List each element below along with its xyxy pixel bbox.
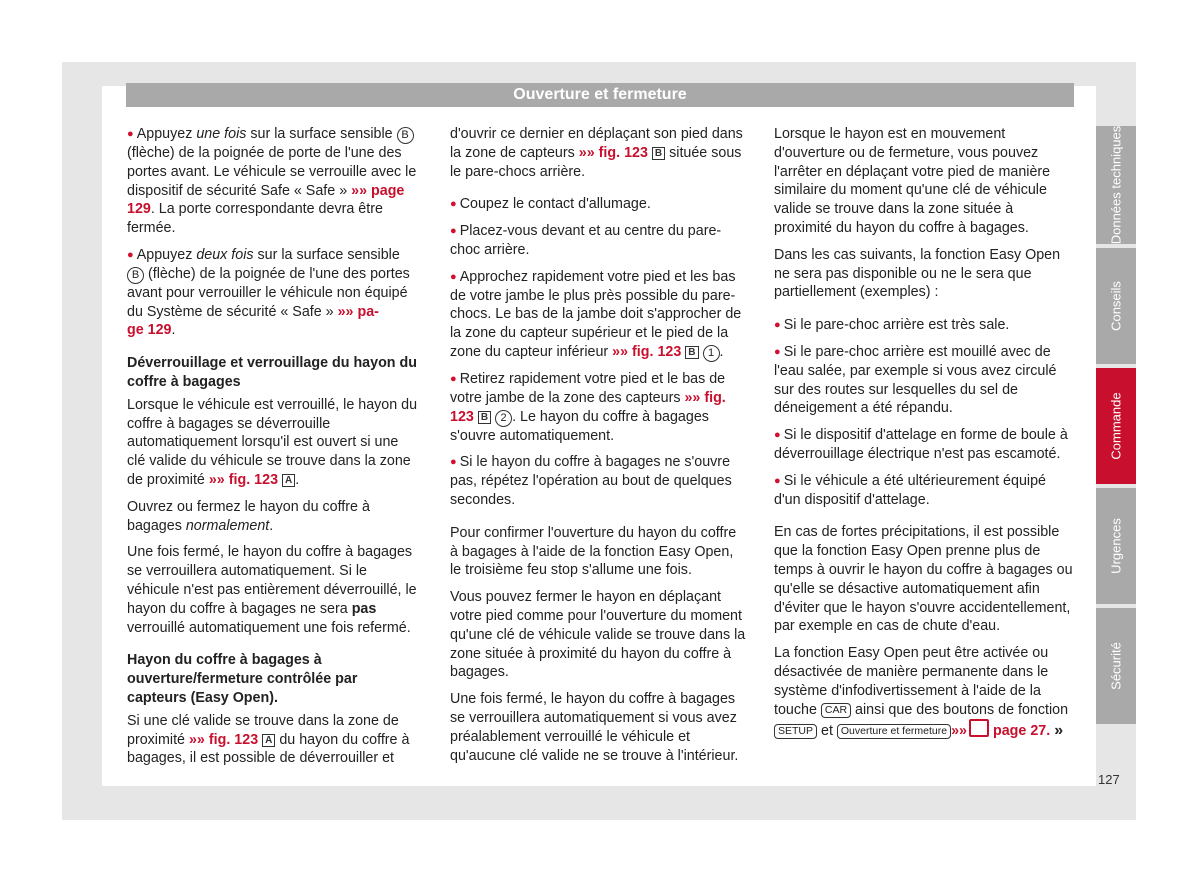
paragraph: Une fois fermé, le hayon du coffre à bagages se verrouillera automatiquement. Si le véhicule n'est pas entièrement déverrouillé, le hayon du coffre à bagages ne sera pas verrouillé automatiquement une fois refermé.	[127, 544, 417, 636]
paragraph: En cas de fortes précipitations, il est possible que la fonction Easy Open prenne plus de temps à ouvrir le hayon du coffre à bagages ou qu'elle se désactive automatiquement afin d'éviter que le hayon s'ouvre accidentellement, par exemple en cas de chute d'eau.	[774, 524, 1073, 635]
bullet: ● Retirez rapidement votre pied et le bas de votre jambe de la zone des capteurs »» fig. 123 B 2 . Le hayon du coffre à bagages s'ouvre automatiquement.	[450, 370, 748, 445]
paragraph: La fonction Easy Open peut être activée ou désactivée de manière permanente dans le système d'infodivertissement à l'aide de la touche CAR ainsi que des boutons de fonction SETUP et Ouverture et fermeture »» page 27. »	[774, 645, 1069, 740]
paragraph: Vous pouvez fermer le hayon en déplaçant votre pied comme pour l'ouverture du moment qu'une clé de véhicule valide se trouve dans la zone située à proximité du hayon du coffre à bagages.	[450, 589, 746, 681]
fig-link[interactable]: »» fig. 123	[578, 144, 648, 161]
ouverture-key: Ouverture et fermeture	[837, 724, 951, 739]
tab-donnees-techniques[interactable]: Données techniques	[1096, 126, 1136, 244]
paragraph: Si une clé valide se trouve dans la zone de proximité »» fig. 123 A du hayon du coffre à bagages, il est possible de déverrouiller et	[127, 712, 410, 767]
bullet: ● Coupez le contact d'allumage.	[450, 195, 748, 214]
bullet-single-press: ● Appuyez une fois sur la surface sensible B (flèche) de la poignée de porte de l'une des portes avant. Le véhicule se verrouille avec le dispositif de sécurité Safe « Safe » »» page 129. La porte correspondante devra être fermée.	[127, 125, 419, 238]
page-link[interactable]: »» pa- ge 129	[127, 303, 379, 339]
page-number: 127	[1098, 772, 1120, 787]
continue-arrow: »	[1054, 722, 1064, 740]
label-b: B	[685, 346, 698, 359]
paragraph: Lorsque le véhicule est verrouillé, le hayon du coffre à bagages se déverrouille automatiquement lorsqu'il est ouvert si une clé valide du véhicule se trouve dans la zone de proximité »» fig. 123 A .	[127, 396, 418, 488]
book-icon	[969, 719, 989, 737]
fig-link[interactable]: »» fig. 123	[188, 731, 259, 748]
paragraph: Lorsque le hayon est en mouvement d'ouverture ou de fermeture, vous pouvez l'arrêter en déplaçant votre pied de manière similaire du moment qu'une clé de véhicule valide se trouve dans la zone située à proximité du hayon du coffre à bagages.	[774, 126, 1051, 236]
callout-b: B	[127, 267, 144, 284]
page-link[interactable]: »» page 129	[127, 182, 405, 218]
bullet: ● Si le pare-choc arrière est très sale.	[774, 316, 1074, 335]
section-heading-easy-open: Hayon du coffre à bagages à ouverture/fermeture contrôlée par capteurs (Easy Open).	[127, 652, 358, 706]
column-3	[774, 125, 1074, 749]
page-link[interactable]: »» page 27.	[951, 723, 1050, 739]
paragraph: Ouvrez ou fermez le hayon du coffre à bagages normalement.	[127, 498, 370, 534]
callout-1: 1	[703, 345, 720, 362]
setup-key: SETUP	[774, 724, 817, 739]
label-b: B	[478, 411, 491, 424]
car-key: CAR	[821, 703, 851, 718]
paragraph: Pour confirmer l'ouverture du hayon du coffre à bagages à l'aide de la fonction Easy Open, le troisième feu stop s'allume une fois.	[450, 524, 737, 579]
section-heading-unlock: Déverrouillage et verrouillage du hayon du coffre à bagages	[127, 355, 417, 390]
label-a: A	[262, 734, 275, 747]
fig-link[interactable]: »» fig. 123	[450, 389, 726, 425]
bullet: ● Placez-vous devant et au centre du pare-choc arrière.	[450, 222, 748, 260]
tab-securite[interactable]: Sécurité	[1096, 608, 1136, 724]
callout-b: B	[397, 127, 414, 144]
bullet: ● Si le hayon du coffre à bagages ne s'ouvre pas, répétez l'opération au bout de quelques secondes.	[450, 453, 748, 509]
column-1	[127, 125, 419, 776]
bullet: ● Si le pare-choc arrière est mouillé avec de l'eau salée, par exemple si vous avez circulé sur des routes sur lesquelles du sel de déneigement a été répandu.	[774, 343, 1074, 418]
bullet: ● Si le véhicule a été ultérieurement équipé d'un dispositif d'attelage.	[774, 472, 1074, 510]
column-2	[450, 125, 748, 773]
paragraph: Dans les cas suivants, la fonction Easy Open ne sera pas disponible ou ne le sera que partiellement (exemples) :	[774, 246, 1061, 301]
callout-2: 2	[495, 410, 512, 427]
paragraph: Une fois fermé, le hayon du coffre à bagages se verrouillera automatiquement si vous avez préalablement verrouillé le véhicule et qu'aucune clé valide ne se trouve à l'intérieur.	[450, 691, 739, 764]
tab-commande[interactable]: Commande	[1096, 368, 1136, 484]
fig-link[interactable]: »» fig. 123	[612, 343, 682, 360]
bullet: ● Si le dispositif d'attelage en forme de boule à déverrouillage électrique n'est pas escamoté.	[774, 426, 1074, 464]
page-header: Ouverture et fermeture	[126, 83, 1074, 107]
tab-urgences[interactable]: Urgences	[1096, 488, 1136, 604]
tab-conseils[interactable]: Conseils	[1096, 248, 1136, 364]
label-b: B	[652, 147, 665, 160]
bullet-double-press: ● Appuyez deux fois sur la surface sensible B (flèche) de la poignée de l'une des portes avant pour verrouiller le véhicule non équipé du Système de sécurité « Safe » »» pa- ge 129.	[127, 246, 419, 340]
label-a: A	[282, 474, 295, 487]
fig-link[interactable]: »» fig. 123	[208, 471, 279, 488]
paragraph: d'ouvrir ce dernier en déplaçant son pied dans la zone de capteurs »» fig. 123 B située sous le pare-chocs arrière.	[450, 126, 743, 180]
bullet: ● Approchez rapidement votre pied et les bas de votre jambe le plus près possible du pare-chocs. Le bas de la jambe doit s'approcher de la zone du capteur supérieur et le pied de la zone du capteur inférieur »» fig. 123 B 1 .	[450, 268, 748, 362]
